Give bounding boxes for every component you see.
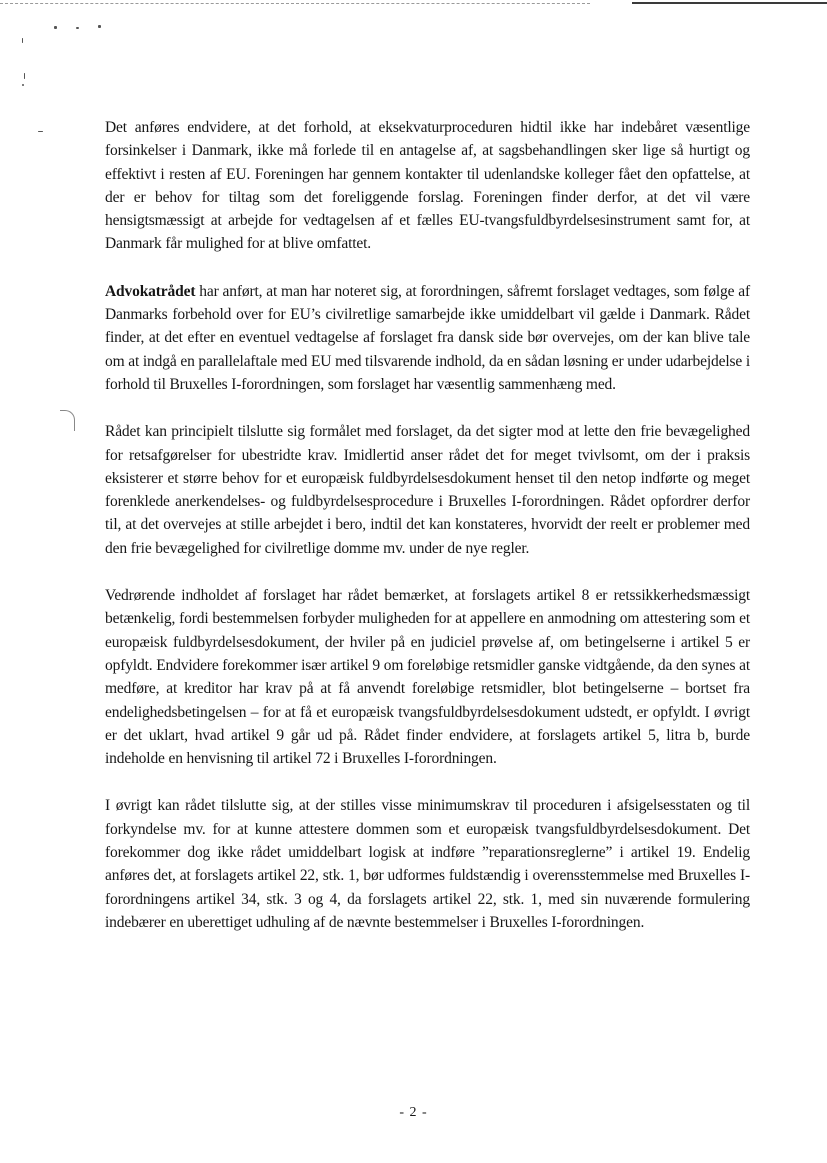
margin-hook-mark — [60, 410, 75, 431]
paragraph-3 — [105, 420, 750, 560]
paragraph-text: Det anføres endvidere, at det forhold, at eksekvaturproceduren hidtil ikke har indebåret væsentlige forsinkelser i Danmark, ikke må forlede til en antagelse af, at sagsbehandlingen sker lige så hurtigt og effektivt i resten af EU. Foreningen har gennem kontakter til udenlandske kolleger fået den opfattelse, at der er behov for tiltag som det foreliggende forslag. Foreningen finder derfor, at det vil være hensigtsmæssigt at arbejde for vedtagelsen af et fælles EU-tvangsfuldbyrdelsesinstrument samt for, at Danmark får mulighed for at blive omfattet. — [105, 119, 750, 253]
paragraph-5 — [105, 794, 750, 934]
scan-speck — [24, 73, 25, 79]
scan-speck — [22, 38, 23, 43]
scan-top-rule-right — [632, 2, 827, 4]
paragraph-text: Vedrørende indholdet af forslaget har rådet bemærket, at forslagets artikel 8 er retssikkerhedsmæssigt betænkelig, fordi bestemmelsen forbyder muligheden for at appellere en anmodning om attestering som et europæisk fuldbyrdelsesdokument, der hviler på en judiciel prøvelse af, om betingelserne i artikel 5 er opfyldt. Endvidere forekommer især artikel 9 om foreløbige retsmidler ganske vidtgående, da den synes at medføre, at kreditor har krav på at få anvendt foreløbige retsmidler, blot betingelserne – bortset fra endelighedsbetingelsen – for at få et europæisk tvangsfuldbyrdelsesdokument udstedt, er opfyldt. I øvrigt er det uklart, hvad artikel 9 går ud på. Rådet finder endvidere, at forslagets artikel 5, litra b, burde indeholde en henvisning til artikel 72 i Bruxelles I-forordningen. — [105, 587, 750, 768]
scan-speck — [98, 25, 101, 28]
paragraph-1 — [105, 116, 750, 256]
page-number: - 2 - — [399, 1105, 428, 1120]
paragraph-4 — [105, 584, 750, 770]
scan-top-rule — [0, 3, 590, 4]
paragraph-2 — [105, 280, 750, 396]
document-body — [105, 116, 750, 958]
paragraph-text: I øvrigt kan rådet tilslutte sig, at der stilles visse minimumskrav til proceduren i afsigelsesstaten og til forkyndelse mv. for at kunne attestere dommen som et europæisk tvangsfuldbyrdelsesdokument. Det forekommer dog ikke rådet umiddelbart logisk at indføre ”reparationsreglerne” i artikel 19. Endelig anføres det, at forslagets artikel 22, stk. 1, bør udformes fuldstændig i overensstemmelse med Bruxelles I-forordningens artikel 34, stk. 3 og 4, da forslagets artikel 22, stk. 1, med sin nuværende formulering indebærer en uberettiget udhuling af de nævnte bestemmelser i Bruxelles I-forordningen. — [105, 797, 750, 931]
scan-speck — [38, 131, 43, 132]
scan-speck — [22, 84, 24, 86]
paragraph-text: Rådet kan principielt tilslutte sig formålet med forslaget, da det sigter mod at lette den frie bevægelighed for retsafgørelser for ubestridte krav. Imidlertid anser rådet det for meget tvivlsomt, om der i praksis eksisterer et større behov for et europæisk fuldbyrdelsesdokument henset til den netop indførte og meget forenklede anerkendelses- og fuldbyrdelsesprocedure i Bruxelles I-forordningen. Rådet opfordrer derfor til, at det overvejes at stille arbejdet i bero, indtil det kan konstateres, hvorvidt der reelt er problemer med den frie bevægelighed for civilretlige domme mv. under de nye regler. — [105, 423, 750, 557]
paragraph-text: har anført, at man har noteret sig, at forordningen, såfremt forslaget vedtages, som følge af Danmarks forbehold over for EU’s civilretlige samarbejde ikke umiddelbart vil gælde i Danmark. Rådet finder, at det efter en eventuel vedtagelse af forslaget fra dansk side bør overvejes, om der kan blive tale om at indgå en parallelaftale med EU med tilsvarende indhold, da en sådan løsning er under udarbejdelse i forhold til Bruxelles I-forordningen, som forslaget har væsentlig sammenhæng med. — [105, 282, 750, 393]
scan-speck — [54, 26, 57, 29]
paragraph-lead: Advokatrådet — [105, 282, 196, 300]
scan-speck — [76, 27, 79, 29]
